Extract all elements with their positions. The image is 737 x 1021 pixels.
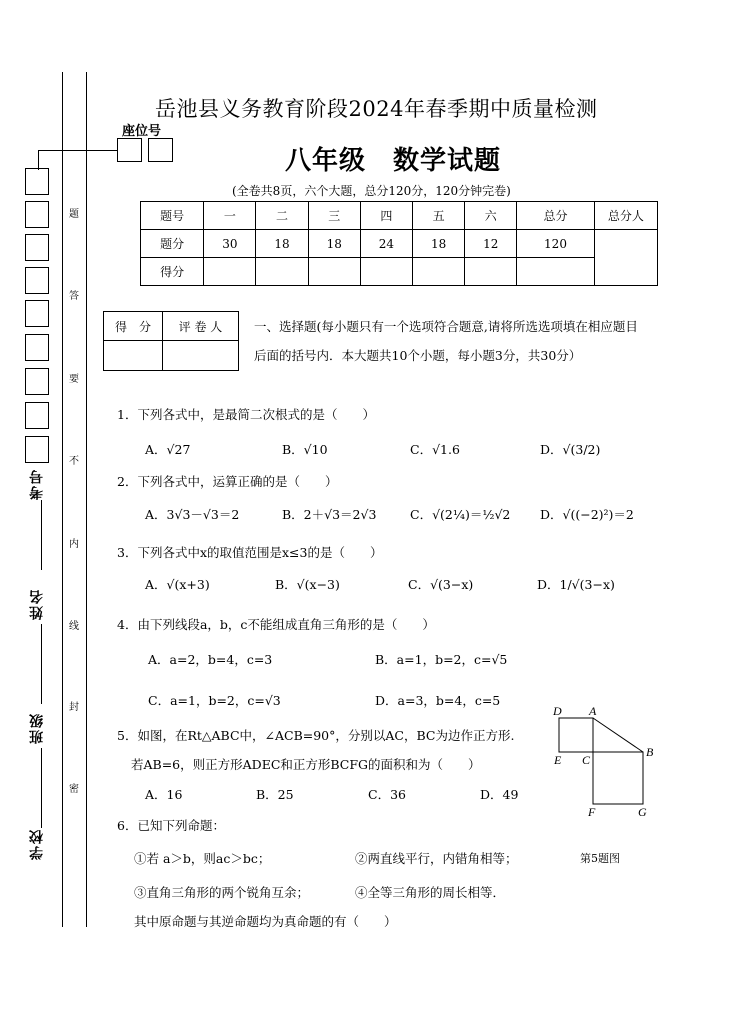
class-label: 班级 [29,712,45,744]
exam-no-box[interactable] [25,168,49,195]
table-row [141,230,658,258]
proposition-item: ④全等三角形的周长相等． [355,885,506,900]
score-input-cell[interactable] [465,258,517,286]
exam-title: 岳池县义务教育阶段2024年春季期中质量检测 [155,97,598,121]
question-stem: 5．如图，在Rt△ABC中，∠ACB=90°，分别以AC，BC为边作正方形. [117,728,515,743]
option[interactable]: D．√((−2)²)＝2 [540,507,634,522]
exam-subject-title: 八年级 数学试题 [285,146,502,176]
table-cell: 12 [465,230,517,258]
table-cell: 题分 [141,230,204,258]
table-row [141,202,658,230]
segment-ab [593,718,643,752]
option[interactable]: B．25 [256,787,294,802]
option[interactable]: D．49 [480,787,519,802]
binding-line-2 [86,72,87,927]
option[interactable]: A．√(x+3) [145,577,210,592]
table-row [104,341,239,371]
section-instruction: 后面的括号内．本大题共10个小题，每小题3分，共30分） [254,348,582,363]
square-bcfg [593,752,643,804]
seal-char: 密 [69,784,79,795]
class-underline [41,748,42,828]
score-table [140,201,658,286]
point-label: C [582,753,591,767]
option[interactable]: B．2＋√3＝2√3 [282,507,377,522]
grader-table [103,311,239,371]
geometry-figure [548,700,658,825]
seal-char: 线 [69,621,79,632]
proposition-item: ①若 a＞b，则ac＞bc； [134,851,271,866]
seal-char: 答 [69,291,79,302]
option[interactable]: C．36 [368,787,406,802]
point-label: E [554,753,562,767]
question-stem: 1．下列各式中，是最简二次根式的是（ ） [117,407,375,422]
exam-no-box[interactable] [25,201,49,228]
proposition-item: ③直角三角形的两个锐角互余； [134,885,310,900]
question-stem: 3．下列各式中x的取值范围是x≤3的是（ ） [117,545,383,560]
table-cell: 四 [360,202,412,230]
exam-no-box[interactable] [25,300,49,327]
table-cell: 二 [256,202,308,230]
name-label: 姓名 [29,588,45,620]
table-cell: 一 [204,202,256,230]
score-input-cell[interactable] [104,341,163,371]
seal-char: 要 [69,374,79,385]
name-underline [41,624,42,704]
table-row [104,312,239,341]
table-cell: 18 [256,230,308,258]
point-label: D [553,704,562,718]
table-cell: 题号 [141,202,204,230]
point-label: A [589,704,597,718]
exam-no-box[interactable] [25,368,49,395]
exam-no-label: 考号 [29,468,45,500]
seal-char: 内 [69,539,79,550]
section-instruction: 一、选择题(每小题只有一个选项符合题意,请将所选选项填在相应题目 [254,319,638,334]
figure-caption: 第5题图 [580,852,620,865]
table-cell: 120 [517,230,594,258]
point-label: F [588,805,596,819]
seal-char: 题 [69,209,79,220]
exam-no-box[interactable] [25,436,49,463]
grader-input-cell[interactable] [163,341,239,371]
option[interactable]: B．√10 [282,442,328,457]
exam-no-box[interactable] [25,234,49,261]
binding-line-1 [62,72,63,927]
score-input-cell[interactable] [256,258,308,286]
question-stem: 2．下列各式中，运算正确的是（ ） [117,474,338,489]
option[interactable]: C．√(3−x) [408,577,474,592]
score-input-cell[interactable] [204,258,256,286]
table-cell: 得分 [141,258,204,286]
exam-no-underline [41,500,42,570]
school-label: 学校 [29,828,45,860]
exam-no-box[interactable] [25,267,49,294]
table-cell: 三 [308,202,360,230]
table-cell: 30 [204,230,256,258]
option[interactable]: B．a=1，b=2，c=√5 [375,652,508,667]
table-cell: 总分人 [594,202,657,230]
option[interactable]: A．√27 [145,442,191,457]
total-grader-cell[interactable] [594,230,657,286]
table-cell: 18 [412,230,464,258]
option[interactable]: B．√(x−3) [275,577,340,592]
option[interactable]: A．3√3－√3＝2 [145,507,240,522]
question-stem-end: 其中原命题与其逆命题均为真命题的有（ ） [134,914,397,929]
seat-box-2[interactable] [148,138,173,162]
table-row [141,258,658,286]
seal-char: 封 [69,702,79,713]
score-input-cell[interactable] [412,258,464,286]
option[interactable]: D．a=3，b=4，c=5 [375,693,501,708]
option[interactable]: C．a=1，b=2，c=√3 [148,693,281,708]
table-cell: 24 [360,230,412,258]
score-input-cell[interactable] [360,258,412,286]
table-cell: 得 分 [104,312,163,341]
option[interactable]: C．√(2¼)＝½√2 [410,507,511,522]
seat-label: 座位号 [122,124,162,139]
seat-connector [38,150,117,151]
option[interactable]: C．√1.6 [410,442,460,457]
table-cell: 评 卷 人 [163,312,239,341]
point-label: B [646,745,654,759]
point-label: G [638,805,647,819]
question-stem-line2: 若AB=6，则正方形ADEC和正方形BCFG的面积和为（ ） [131,757,481,772]
seat-box-1[interactable] [117,138,142,162]
exam-no-box[interactable] [25,334,49,361]
score-input-cell[interactable] [517,258,594,286]
proposition-item: ②两直线平行，内错角相等； [355,851,518,866]
table-cell: 六 [465,202,517,230]
exam-note: (全卷共8页，六个大题，总分120分，120分钟完卷) [232,184,511,198]
option[interactable]: D．√(3/2) [540,442,601,457]
option[interactable]: D．1/√(3−x) [537,577,615,592]
seal-char: 不 [69,456,79,467]
table-cell: 总分 [517,202,594,230]
question-stem: 6．已知下列命题： [117,818,225,833]
option[interactable]: A．a=2，b=4，c=3 [148,652,273,667]
exam-no-box[interactable] [25,402,49,429]
option[interactable]: A．16 [145,787,183,802]
question-stem: 4．由下列线段a，b，c不能组成直角三角形的是（ ） [117,617,435,632]
square-adec [559,718,593,752]
table-cell: 18 [308,230,360,258]
table-cell: 五 [412,202,464,230]
seat-connector-v [38,150,39,170]
score-input-cell[interactable] [308,258,360,286]
